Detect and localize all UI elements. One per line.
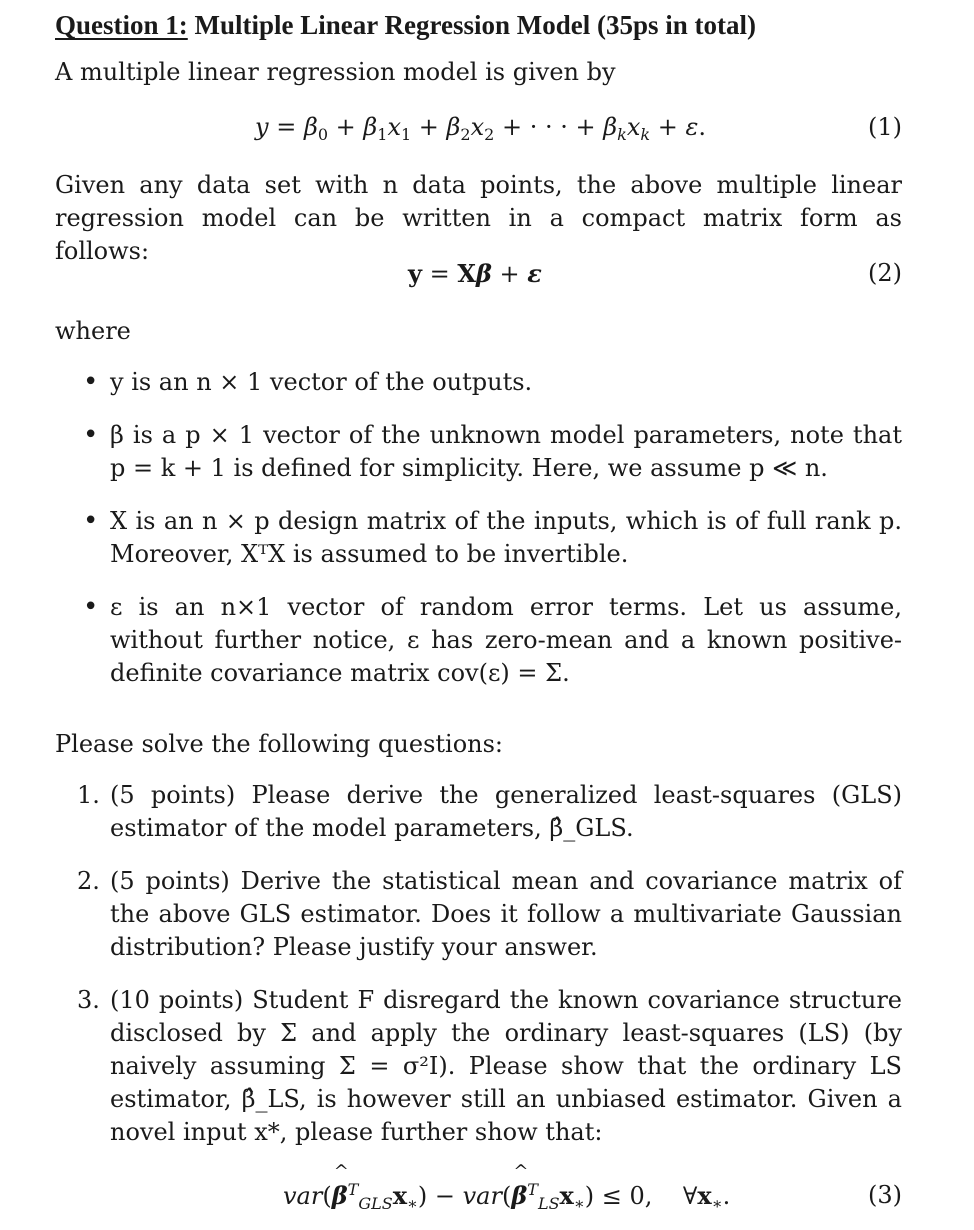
question-number: 1. bbox=[77, 781, 100, 809]
equation-2-body: y = Xβ + ε bbox=[408, 259, 542, 288]
equation-3-number: (3) bbox=[868, 1181, 902, 1209]
equation-3-body: var(^ $\beta^T_{GLS}x_∗$) − var(^ $\beta^T_{LS}x_∗) \le 0$, $\forall x_∗$. bbox=[283, 1181, 730, 1210]
instruction-text: Please solve the following questions: bbox=[55, 730, 504, 758]
bullet-beta: • β is a p × 1 vector of the unknown model parameters, note that p = k + 1 is defined for simplicity. Here, we assume p ≪ n. bbox=[55, 419, 902, 485]
bullet-epsilon: • ε is an n×1 vector of random error terms. Let us assume, without further notice, ε has zero-mean and a known positive-definite covariance matrix cov(ε) = Σ. bbox=[55, 591, 902, 690]
bullet-y: • y is an n × 1 vector of the outputs. bbox=[55, 366, 902, 399]
question-label: Question 1: bbox=[55, 10, 188, 40]
equation-1-body: $y = \beta_0 + \beta_1x_1 + \beta_2x_2$ + · · · + $\beta_kx_k + \varepsilon$. bbox=[255, 113, 706, 144]
question-heading bbox=[55, 10, 756, 41]
question-number: 3. bbox=[77, 986, 100, 1014]
bullet-x: • X is an n × p design matrix of the inputs, which is of full rank p. Moreover, XᵀX is assumed to be invertible. bbox=[55, 505, 902, 571]
intro-text: A multiple linear regression model is given by bbox=[55, 58, 616, 86]
equation-1 bbox=[55, 113, 902, 149]
question-item bbox=[55, 865, 902, 964]
definition-list bbox=[55, 366, 902, 690]
equation-2-number: (2) bbox=[868, 259, 902, 287]
equation-3 bbox=[55, 1181, 902, 1217]
where-text: where bbox=[55, 317, 131, 345]
equation-1-number: (1) bbox=[868, 113, 902, 141]
question-item bbox=[55, 779, 902, 845]
question-text: (5 points) Please derive the generalized least-squares (GLS) estimator of the model parameters, β̂_GLS. bbox=[110, 781, 902, 842]
equation-2 bbox=[55, 259, 902, 295]
given-text: Given any data set with n data points, the above multiple linear regression model can be written in a compact matrix form as follows: bbox=[55, 171, 902, 265]
question-number: 2. bbox=[77, 867, 100, 895]
question-title: Multiple Linear Regression Model (35ps in total) bbox=[194, 10, 757, 40]
question-text: (5 points) Derive the statistical mean and covariance matrix of the above GLS estimator. Does it follow a multivariate Gaussian distribution? Please justify your answer. bbox=[110, 867, 902, 961]
question-list bbox=[55, 779, 902, 1149]
question-text: (10 points) Student F disregard the known covariance structure disclosed by Σ and apply the ordinary least-squares (LS) (by naively assuming Σ = σ²I). Please show that the ordinary LS estimator, β̂_LS, is however still an unbiased estimator. Given a novel input x*, please further show that: bbox=[110, 986, 902, 1146]
question-item bbox=[55, 984, 902, 1149]
